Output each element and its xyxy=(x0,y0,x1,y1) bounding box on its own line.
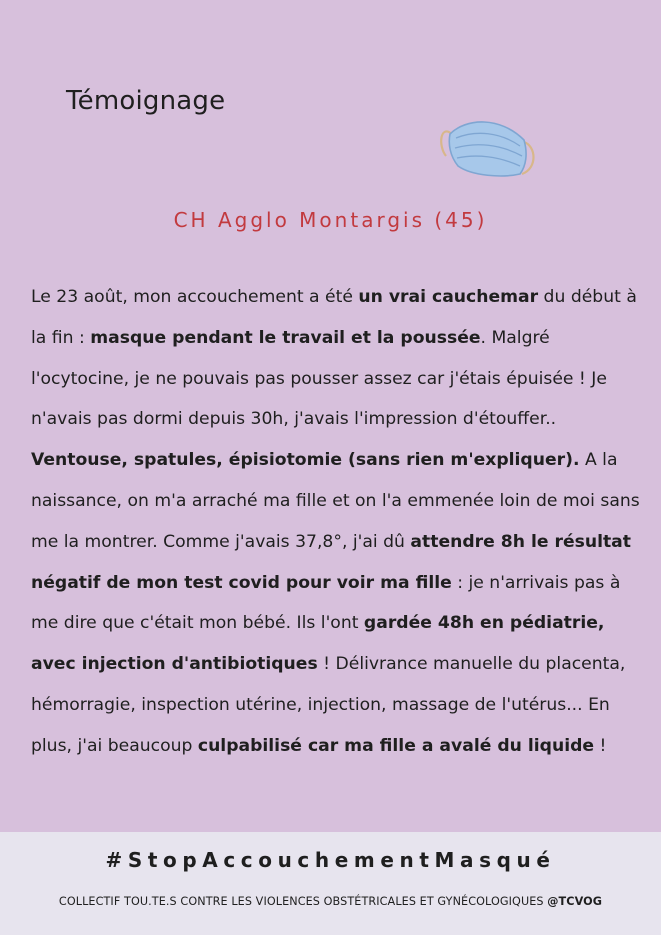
collectif-name: COLLECTIF TOU.TE.S CONTRE LES VIOLENCES OBSTÉTRICALES ET GYNÉCOLOGIQUES xyxy=(58,895,548,908)
emphasis-text: masque pendant le travail et la poussée xyxy=(90,327,481,348)
face-mask-icon xyxy=(436,112,540,184)
footer-banner xyxy=(0,832,661,935)
body-text-segment: A la naissance, on m'a arraché ma fille et on l'a emmenée loin de moi sans me la montrer. Comme j'avais 37,8°, j'ai dû xyxy=(31,450,640,552)
collectif-line xyxy=(0,895,661,908)
body-text-segment: : je n'arrivais pas à me dire que c'était mon bébé. Ils l'ont xyxy=(31,572,621,634)
body-text-segment: ! xyxy=(594,735,607,756)
body-text-segment: du début à la fin : xyxy=(31,287,637,348)
testimony-text xyxy=(31,277,641,767)
emphasis-text: attendre 8h le résultat négatif de mon test covid pour voir ma fille xyxy=(31,531,631,593)
body-text-segment: . Malgré l'ocytocine, je ne pouvais pas pousser assez car j'étais épuisée ! Je n'avais pas dormi depuis 30h, j'avais l'impression d'étouffer.. xyxy=(31,327,607,430)
emphasis-text: Ventouse, spatules, épisiotomie (sans rien m'expliquer). xyxy=(31,450,580,471)
body-text-segment: Le 23 août, mon accouchement a été xyxy=(31,287,359,307)
hashtag: #StopAccouchementMasqué xyxy=(105,848,556,872)
body-text-segment: ! Délivrance manuelle du placenta, hémorragie, inspection utérine, injection, massage de l'utérus... En plus, j'ai beaucoup xyxy=(31,654,626,756)
page-title: Témoignage xyxy=(66,86,226,116)
emphasis-text: gardée 48h en pédiatrie, avec injection d'antibiotiques xyxy=(31,613,605,675)
collectif-handle: @TCVOG xyxy=(547,895,603,908)
hospital-subtitle: CH Agglo Montargis (45) xyxy=(173,208,488,232)
emphasis-text: un vrai cauchemar xyxy=(358,287,539,307)
emphasis-text: culpabilisé car ma fille a avalé du liquide xyxy=(197,735,595,756)
